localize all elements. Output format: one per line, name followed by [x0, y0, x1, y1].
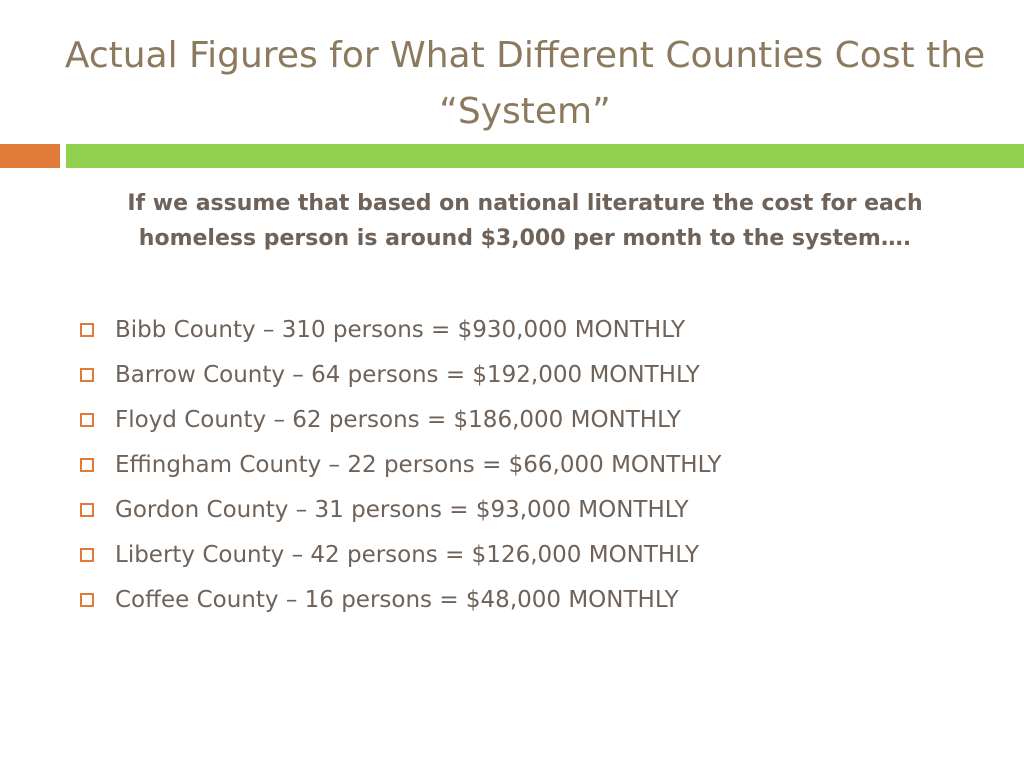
- list-item-text: Barrow County – 64 persons = $192,000 MONTHLY: [115, 361, 700, 388]
- square-bullet-icon: [80, 323, 94, 337]
- slide-title: Actual Figures for What Different Counties Cost the “System”: [64, 35, 986, 132]
- list-item: [80, 487, 1010, 532]
- square-bullet-icon: [80, 548, 94, 562]
- list-item: [80, 532, 1010, 577]
- square-bullet-icon: [80, 413, 94, 427]
- list-item-text: Floyd County – 62 persons = $186,000 MONTHLY: [115, 406, 681, 433]
- county-cost-list: [80, 307, 1010, 622]
- accent-bar-green: [66, 144, 1024, 168]
- list-item: [80, 577, 1010, 622]
- list-item: [80, 397, 1010, 442]
- square-bullet-icon: [80, 368, 94, 382]
- list-item: [80, 442, 1010, 487]
- slide-subtitle: If we assume that based on national literature the cost for each homeless person is around $3,000 per month to the system….: [127, 191, 923, 251]
- square-bullet-icon: [80, 593, 94, 607]
- accent-bar-orange: [0, 144, 60, 168]
- list-item: [80, 307, 1010, 352]
- list-item-text: Bibb County – 310 persons = $930,000 MONTHLY: [115, 316, 686, 343]
- list-item-text: Effingham County – 22 persons = $66,000 MONTHLY: [115, 451, 722, 478]
- list-item-text: Liberty County – 42 persons = $126,000 MONTHLY: [115, 541, 700, 568]
- square-bullet-icon: [80, 458, 94, 472]
- list-item-text: Gordon County – 31 persons = $93,000 MONTHLY: [115, 496, 689, 523]
- list-item-text: Coffee County – 16 persons = $48,000 MONTHLY: [115, 586, 679, 613]
- list-item: [80, 352, 1010, 397]
- square-bullet-icon: [80, 503, 94, 517]
